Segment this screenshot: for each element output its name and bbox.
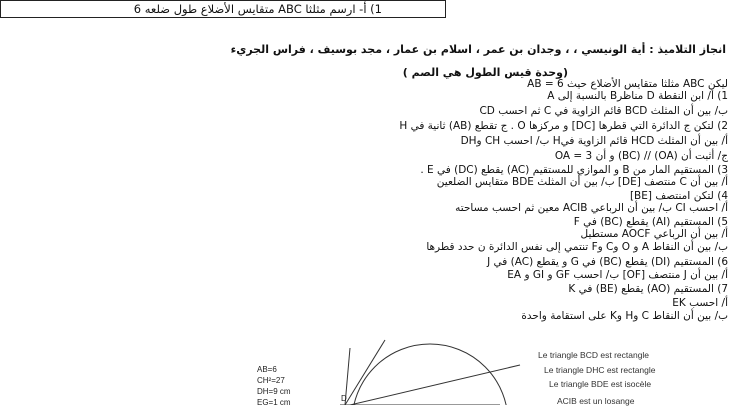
question-2: 2) لتكن ج الدائرة التي قطرها [DC] و مركزها O . ج تقطع (AB) ثانية في H bbox=[399, 120, 728, 132]
question-1b: ب/ بين أن المثلث BCD قائم الزاوية في C ثم احسب CD bbox=[479, 105, 728, 117]
segment bbox=[350, 365, 520, 405]
unit-line: (وحدة قيس الطول هي الصم ) bbox=[402, 66, 568, 79]
question-7a: أ/ احسب EK bbox=[672, 297, 728, 309]
question-4ab: أ/ احسب CI ب/ بين أن الرباعي ACIB معين ثم احسب مساحته bbox=[455, 202, 728, 214]
authors-line: انجاز التلاميذ : أية الونيسي ، ، وجدان بن عمر ، اسلام بن عمار ، مجد بوسيف ، فراس الجريء bbox=[230, 43, 726, 56]
segment bbox=[345, 340, 385, 405]
question-1a: 1) أ/ ابن النقطة D مناظرB بالنسبة إلى A bbox=[547, 90, 728, 102]
question-5b: ب/ بين أن النقاط A و O وC وF تنتمي إلى نفس الدائرة ن حدد قطرها bbox=[426, 241, 728, 253]
question-7b: ب/ بين أن النقاط C وH وK على استقامة واحدة bbox=[521, 310, 728, 322]
note-bde: Le triangle BDE est isocèle bbox=[549, 379, 652, 389]
question-7: 7) المستقيم (AO) يقطع (BE) في K bbox=[568, 283, 728, 295]
question-2ab: أ/ بين أن المثلث HCD قائم الزاوية فيH ب/ احسب CH وDH bbox=[460, 135, 728, 147]
label-ch2: CH²=27 bbox=[257, 376, 285, 385]
note-dhc: Le triangle DHC est rectangle bbox=[544, 365, 656, 375]
note-acib: ACIB est un losange bbox=[557, 396, 635, 406]
question-title: 1) أ- ارسم مثلثا ABC متقايس الأضلاع طول ضلعه 6 bbox=[133, 2, 382, 16]
label-point-d: D bbox=[341, 394, 347, 403]
label-eg: EG=1 cm bbox=[257, 398, 291, 407]
label-dh: DH=9 cm bbox=[257, 387, 291, 396]
label-ab: AB=6 bbox=[257, 365, 277, 374]
question-4: 4) لتكن Iمنتصف [BE] bbox=[629, 190, 728, 202]
question-3ab: أ/ بين أن C منتصف [DE] ب/ بين أن المثلث BDE متقايس الضلعين bbox=[436, 176, 728, 188]
question-6ab: أ/ بين أن J منتصف [OF] ب/ احسب GF و GI و EA bbox=[507, 269, 728, 281]
circle-arc bbox=[352, 344, 508, 405]
question-2c: ج/ أثبت أن (OA) // (BC) و أن OA = 3 bbox=[554, 150, 728, 162]
question-6: 6) المستقيم (DI) يقطع (BC) في G و يقطع (AC) في J bbox=[487, 256, 728, 268]
question-3: 3) المستقيم المار من B و الموازي للمستقيم (AC) يقطع (DC) في E . bbox=[420, 164, 728, 176]
note-bcd: Le triangle BCD est rectangle bbox=[538, 350, 650, 360]
question-5: 5) المستقيم (AI) يقطع (BC) في F bbox=[573, 216, 728, 228]
statement-line: ليكن ABC مثلثا متقايس الأضلاع حيث AB = 6 bbox=[527, 78, 728, 90]
question-5a: أ/ بين أن الرباعي AOCF مستطيل bbox=[580, 228, 728, 240]
